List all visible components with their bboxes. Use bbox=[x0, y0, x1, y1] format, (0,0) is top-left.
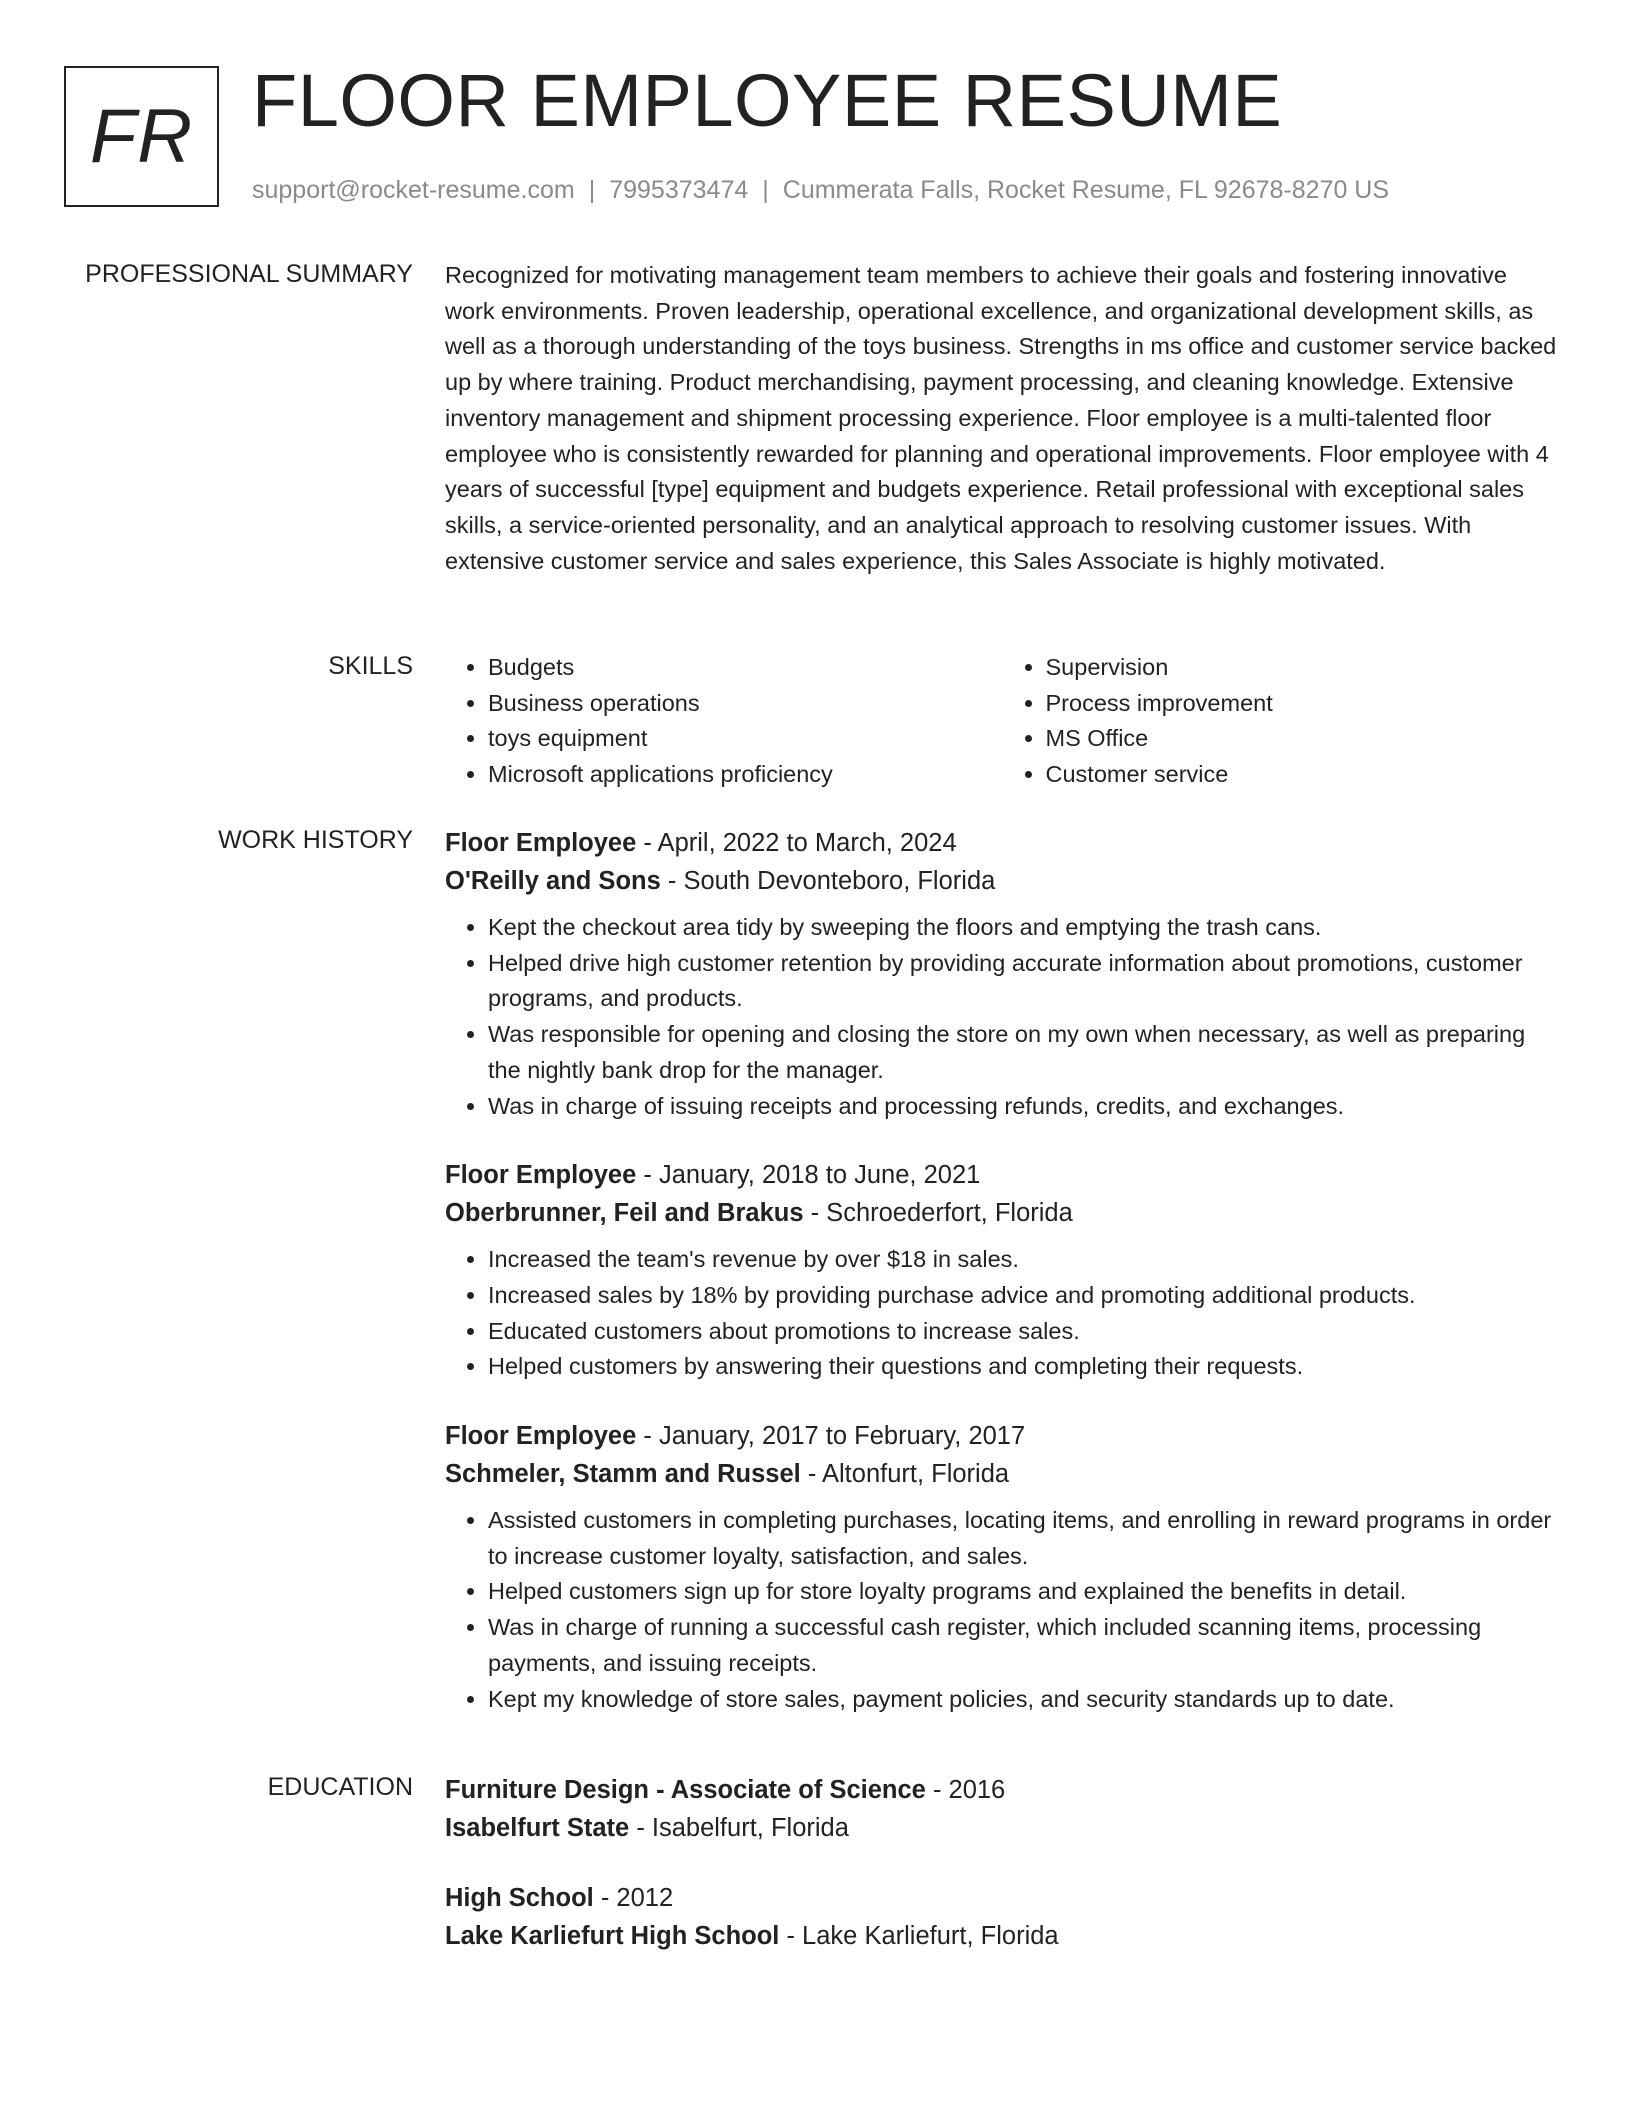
duty-item: • Was in charge of issuing receipts and processing refunds, credits, and exchanges. bbox=[488, 1089, 1560, 1125]
school-location: - Lake Karliefurt, Florida bbox=[786, 1922, 1059, 1950]
duty-item: • Educated customers about promotions to increase sales. bbox=[488, 1314, 1560, 1350]
skills-heading: SKILLS bbox=[328, 652, 413, 680]
degree-line bbox=[445, 1879, 1560, 1917]
duty-item: • Kept my knowledge of store sales, payment policies, and security standards up to date. bbox=[488, 1682, 1560, 1718]
skill-item: • Budgets bbox=[488, 650, 1003, 686]
job-company-line bbox=[445, 1194, 1560, 1232]
job-duties bbox=[445, 910, 1560, 1124]
contact-address: Cummerata Falls, Rocket Resume, FL 92678-8270 US bbox=[782, 176, 1390, 204]
job-dates: - April, 2022 to March, 2024 bbox=[643, 829, 957, 857]
job-title: Floor Employee bbox=[445, 1422, 637, 1451]
job-title-line bbox=[445, 824, 1560, 862]
duty-item: • Kept the checkout area tidy by sweeping the floors and emptying the trash cans. bbox=[488, 910, 1560, 946]
skill-item: • Process improvement bbox=[1046, 686, 1561, 722]
job-location: - South Devonteboro, Florida bbox=[667, 867, 996, 895]
job-company: Schmeler, Stamm and Russel bbox=[445, 1460, 801, 1489]
school-line bbox=[445, 1809, 1560, 1847]
skill-item: • Supervision bbox=[1046, 650, 1561, 686]
duty-item: • Assisted customers in completing purchases, locating items, and enrolling in reward programs in order to increase customer loyalty, satisfaction, and sales. bbox=[488, 1503, 1560, 1574]
contact-email[interactable]: support@rocket-resume.com bbox=[252, 176, 575, 204]
duty-item: • Helped customers by answering their questions and completing their requests. bbox=[488, 1349, 1560, 1385]
job-dates: - January, 2017 to February, 2017 bbox=[643, 1422, 1026, 1451]
contact-phone[interactable]: 7995373474 bbox=[609, 176, 749, 204]
job-entry bbox=[445, 824, 1560, 1124]
degree-year: - 2012 bbox=[600, 1884, 674, 1912]
job-entry bbox=[445, 1417, 1560, 1717]
job-dates: - January, 2018 to June, 2021 bbox=[643, 1161, 981, 1190]
skill-item: • toys equipment bbox=[488, 721, 1003, 757]
contact-separator: | bbox=[588, 176, 596, 204]
monogram-logo: FR bbox=[64, 66, 219, 207]
contact-separator: | bbox=[762, 176, 769, 204]
school-line bbox=[445, 1917, 1560, 1955]
job-title-line bbox=[445, 1156, 1560, 1194]
education-entry bbox=[445, 1879, 1560, 1955]
job-company: Oberbrunner, Feil and Brakus bbox=[445, 1199, 804, 1228]
contact-line bbox=[252, 176, 1389, 205]
job-company-line bbox=[445, 862, 1560, 900]
job-title: Floor Employee bbox=[445, 1161, 637, 1190]
duty-item: • Helped drive high customer retention by providing accurate information about promotions, customer programs, and products. bbox=[488, 946, 1560, 1017]
school: Isabelfurt State bbox=[445, 1814, 630, 1842]
job-location: - Schroederfort, Florida bbox=[810, 1199, 1073, 1228]
degree: High School bbox=[445, 1884, 594, 1912]
job-entry bbox=[445, 1156, 1560, 1385]
skills-column-right bbox=[1003, 650, 1561, 793]
resume-title: FLOOR EMPLOYEE RESUME bbox=[252, 59, 1283, 142]
education-body bbox=[445, 1771, 1560, 1955]
skill-item: • MS Office bbox=[1046, 721, 1561, 757]
education-heading: EDUCATION bbox=[267, 1773, 413, 1801]
job-title-line bbox=[445, 1417, 1560, 1455]
skill-item: • Microsoft applications proficiency bbox=[488, 757, 1003, 793]
job-title: Floor Employee bbox=[445, 829, 637, 857]
summary-text: Recognized for motivating management team members to achieve their goals and fostering innovative work environments. Proven leadership, operational excellence, and organizational development skills, as well as a thorough understanding of the toys business. Strengths in ms office and customer service backed up by where training. Product merchandising, payment processing, and cleaning knowledge. Extensive inventory management and shipment processing experience. Floor employee is a multi-talented floor employee who is consistently rewarded for planning and operational improvements. Floor employee with 4 years of successful [type] equipment and budgets experience. Retail professional with exceptional sales skills, a service-oriented personality, and an analytical approach to resolving customer issues. With extensive customer service and sales experience, this Sales Associate is highly motivated. bbox=[445, 262, 1557, 574]
job-company: O'Reilly and Sons bbox=[445, 867, 661, 895]
education-entry bbox=[445, 1771, 1560, 1847]
duty-item: • Helped customers sign up for store loyalty programs and explained the benefits in detail. bbox=[488, 1574, 1560, 1610]
job-duties bbox=[445, 1242, 1560, 1385]
summary-heading: PROFESSIONAL SUMMARY bbox=[85, 260, 413, 288]
job-duties bbox=[445, 1503, 1560, 1717]
duty-item: • Was in charge of running a successful cash register, which included scanning items, processing payments, and issuing receipts. bbox=[488, 1610, 1560, 1681]
job-company-line bbox=[445, 1455, 1560, 1493]
work-history-body bbox=[445, 824, 1560, 1717]
job-location: - Altonfurt, Florida bbox=[807, 1460, 1010, 1489]
degree: Furniture Design - Associate of Science bbox=[445, 1776, 926, 1804]
skills-list bbox=[445, 650, 1560, 793]
degree-year: - 2016 bbox=[932, 1776, 1006, 1804]
work-history-heading: WORK HISTORY bbox=[218, 826, 413, 854]
duty-item: • Increased the team's revenue by over $18 in sales. bbox=[488, 1242, 1560, 1278]
duty-item: • Was responsible for opening and closing the store on my own when necessary, as well as preparing the nightly bank drop for the manager. bbox=[488, 1017, 1560, 1088]
skills-column-left bbox=[445, 650, 1003, 793]
skill-item: • Customer service bbox=[1046, 757, 1561, 793]
school-location: - Isabelfurt, Florida bbox=[636, 1814, 849, 1842]
duty-item: • Increased sales by 18% by providing purchase advice and promoting additional products. bbox=[488, 1278, 1560, 1314]
skill-item: • Business operations bbox=[488, 686, 1003, 722]
degree-line bbox=[445, 1771, 1560, 1809]
summary-body bbox=[445, 258, 1560, 579]
school: Lake Karliefurt High School bbox=[445, 1922, 780, 1950]
